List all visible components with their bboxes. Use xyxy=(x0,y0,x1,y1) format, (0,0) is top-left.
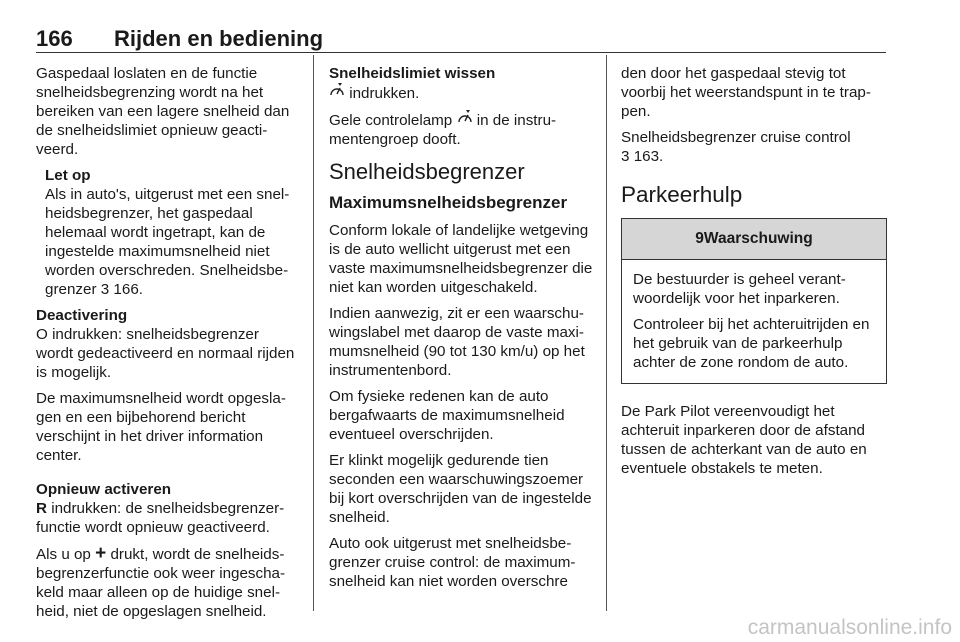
column-3 xyxy=(621,64,887,485)
note-text xyxy=(45,185,300,299)
column-divider xyxy=(606,55,607,611)
page-header xyxy=(36,26,888,52)
deactivate-button-icon: O xyxy=(36,326,48,343)
chapter-title: Rijden en bediening xyxy=(114,26,324,51)
paragraph: Auto ook uitgerust met snelheidsbegrenzer cruise control: de maximumsnelheid kan niet worden overschre xyxy=(329,535,576,590)
watermark: carmanualsonline.info xyxy=(747,616,952,639)
note-body: Als in auto's, uitgerust met een snelheidsbegrenzer, het gaspedaal helemaal wordt ingetrapt, kan de ingestelde maximumsnelheid niet worden overschreden. Snelheidsbegrenzer xyxy=(45,186,290,298)
warning-text: Controleer bij het achteruitrijden en het gebruik van de parkeerhulp achter de zone rondom de auto. xyxy=(633,316,870,371)
reactivation-text-a: Als u op xyxy=(36,546,91,563)
clear-limit-text xyxy=(329,83,595,103)
paragraph: Conform lokale of landelijke wetgeving is de auto wellicht uitgerust met een vaste maximumsnelheidsbegrenzer die niet kan worden uitgeschakeld. xyxy=(329,222,593,296)
clear-limit-body: indrukken. xyxy=(349,85,420,102)
clear-limit-text-b: in de instrumentengroep dooft. xyxy=(329,112,557,148)
warning-icon: 9 xyxy=(695,230,704,247)
cruise-control-page-ref[interactable]: 163. xyxy=(633,148,664,165)
note-reference[interactable]: 166. xyxy=(113,281,143,298)
clear-limit-title: Snelheidslimiet wissen xyxy=(329,65,496,82)
subsection-title: Maximumsnelheidsbegrenzer xyxy=(329,193,568,212)
cruise-control-text: Snelheidsbegrenzer cruise control xyxy=(621,129,851,146)
reactivation-text-2 xyxy=(36,544,300,621)
deactivation-title: Deactivering xyxy=(36,307,128,324)
column-divider xyxy=(313,55,314,611)
clear-limit-text-2 xyxy=(329,110,595,149)
warning-text: De bestuurder is geheel verantwoordelijk voor het inparkeren. xyxy=(633,271,846,307)
speed-limiter-icon xyxy=(329,83,345,103)
reactivation-text xyxy=(36,499,300,537)
warning-body xyxy=(622,260,886,383)
warning-box xyxy=(621,218,887,384)
reactivation-title: Opnieuw activeren xyxy=(36,481,172,498)
paragraph: De Park Pilot vereenvoudigt het achteruit inparkeren door de afstand tussen de achterkant van de auto en eventuele obstakels te meten. xyxy=(621,403,867,477)
deactivation-text-2: De maximumsnelheid wordt opgeslagen en een bijbehorend bericht verschijnt in het driver information center. xyxy=(36,390,286,464)
reference-arrow-icon: 3 xyxy=(100,281,110,298)
note-title: Let op xyxy=(45,167,91,184)
plus-button-icon: + xyxy=(95,543,107,564)
page-number: 166 xyxy=(36,26,73,51)
deactivation-body: indrukken: snelheidsbegrenzer wordt gedeactiveerd en normaal rijden is mogelijk. xyxy=(36,326,295,381)
cruise-control-reference xyxy=(621,128,887,166)
reactivation-body: indrukken: de snelheidsbegrenzerfunctie wordt opnieuw geactiveerd. xyxy=(36,500,285,536)
warning-title: Waarschuwing xyxy=(703,230,813,247)
section-title-speed-limiter: Snelheidsbegrenzer xyxy=(329,159,525,184)
paragraph: Er klinkt mogelijk gedurende tien seconden een waarschuwingszoemer bij kort overschrijden van de ingestelde snelheid. xyxy=(329,452,592,526)
intro-paragraph: Gaspedaal loslaten en de functie snelheidsbegrenzing wordt na het bereiken van een lagere snelheid dan de snelheidslimiet opnieuw geactiveerd. xyxy=(36,65,290,158)
clear-limit-text-a: Gele controlelamp xyxy=(329,112,453,129)
reactivate-button-icon: R xyxy=(36,500,47,517)
speed-limiter-lamp-icon xyxy=(457,110,473,130)
paragraph: Indien aanwezig, zit er een waarschuwingslabel met daarop de vaste maximumsnelheid (90 tot 130 km/u) op het instrumentenbord. xyxy=(329,305,585,379)
header-rule xyxy=(36,52,886,53)
column-1 xyxy=(36,64,300,628)
paragraph: Om fysieke redenen kan de auto bergafwaarts de maximumsnelheid eventueel overschrijden. xyxy=(329,388,565,443)
column-2 xyxy=(329,64,595,598)
deactivation-text xyxy=(36,325,300,382)
section-title-parking: Parkeerhulp xyxy=(621,182,743,207)
warning-header xyxy=(622,219,886,260)
paragraph: den door het gaspedaal stevig tot voorbij het weerstandspunt in te trappen. xyxy=(621,65,871,120)
note-block xyxy=(45,166,300,299)
reference-arrow-icon: 3 xyxy=(621,148,630,165)
reactivation-text-b: drukt, wordt de snelheidsbegrenzerfunctie ook weer ingeschakeld maar alleen op de huidige snelheid, niet de opgeslagen snelheid. xyxy=(36,546,286,620)
